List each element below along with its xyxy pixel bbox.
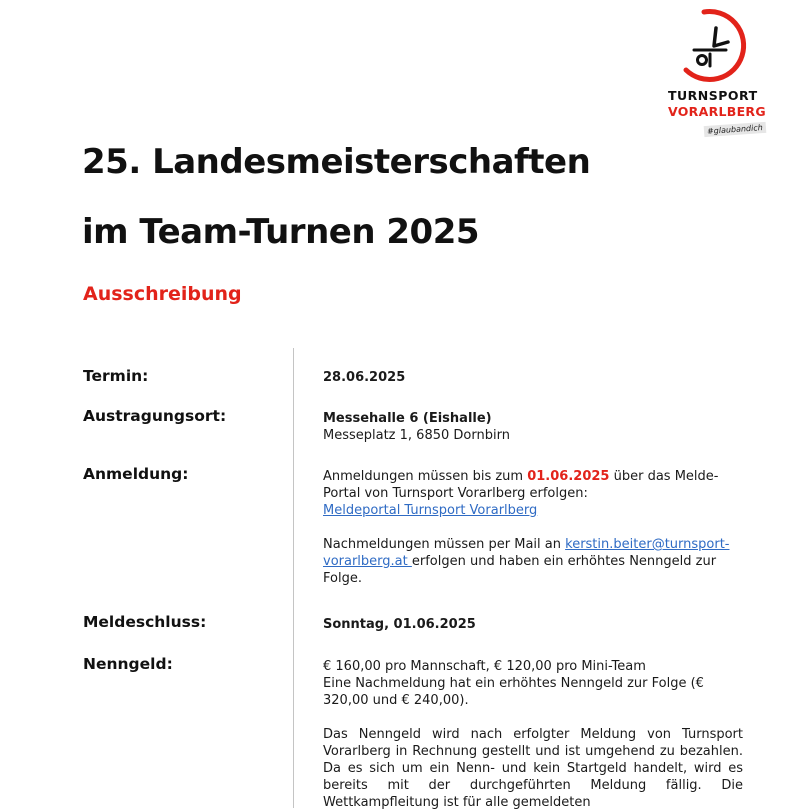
page-title-line-2: im Team-Turnen 2025 xyxy=(82,212,480,252)
anmeldung-label: Anmeldung: xyxy=(83,465,189,483)
meldeschluss-value: Sonntag, 01.06.2025 xyxy=(323,617,476,632)
nenngeld-line-1: € 160,00 pro Mannschaft, € 120,00 pro Mini-Team xyxy=(323,659,646,674)
nenngeld-paragraph-2: Das Nenngeld wird nach erfolgter Meldung von Turnsport Vorarlberg in Rechnung gestellt und ist umgehend zu bezahlen. Da es sich um ein Nenn- und kein Startgeld handelt, wird es bereits mit der durchgeführten Meldung fällig. Die Wettkampfleitung ist für alle gemeldeten xyxy=(323,727,743,810)
austragungsort-value xyxy=(323,410,743,444)
anmeldung-text: Anmeldungen müssen bis zum 01.06.2025 über das Melde-Portal von Turnsport Vorarlberg erfolgen: xyxy=(323,469,719,501)
meldeschluss-label: Meldeschluss: xyxy=(83,613,207,631)
nenngeld-label: Nenngeld: xyxy=(83,655,173,673)
termin-label: Termin: xyxy=(83,367,149,385)
venue-address: Messeplatz 1, 6850 Dornbirn xyxy=(323,428,510,443)
logo-hashtag: #glaubandich xyxy=(704,122,766,137)
nenngeld-line-2: Eine Nachmeldung hat ein erhöhtes Nenngeld zur Folge (€ 320,00 und € 240,00). xyxy=(323,676,704,708)
venue-name: Messehalle 6 (Eishalle) xyxy=(323,411,492,426)
logo-text-vorarlberg: VORARLBERG xyxy=(668,104,766,119)
logo-text-turnsport: TURNSPORT xyxy=(668,88,758,103)
termin-value: 28.06.2025 xyxy=(323,370,406,385)
column-divider xyxy=(293,348,294,808)
anmeldung-value xyxy=(323,468,743,587)
gymnast-icon xyxy=(682,6,758,84)
page-subtitle: Ausschreibung xyxy=(83,283,242,305)
nenngeld-value xyxy=(323,658,743,811)
anmeldung-deadline: 01.06.2025 xyxy=(527,469,610,484)
nachmeldung-text: Nachmeldungen müssen per Mail an kerstin.beiter@turnsport-vorarlberg.at erfolgen und haben ein erhöhtes Nenngeld zur Folge. xyxy=(323,537,730,586)
austragungsort-label: Austragungsort: xyxy=(83,407,227,425)
turnsport-logo xyxy=(660,6,780,136)
page-title-line-1: 25. Landesmeisterschaften xyxy=(82,142,591,182)
meldeportal-link[interactable]: Meldeportal Turnsport Vorarlberg xyxy=(323,503,538,518)
email-link[interactable]: kerstin.beiter@turnsport-vorarlberg.at xyxy=(323,537,730,569)
